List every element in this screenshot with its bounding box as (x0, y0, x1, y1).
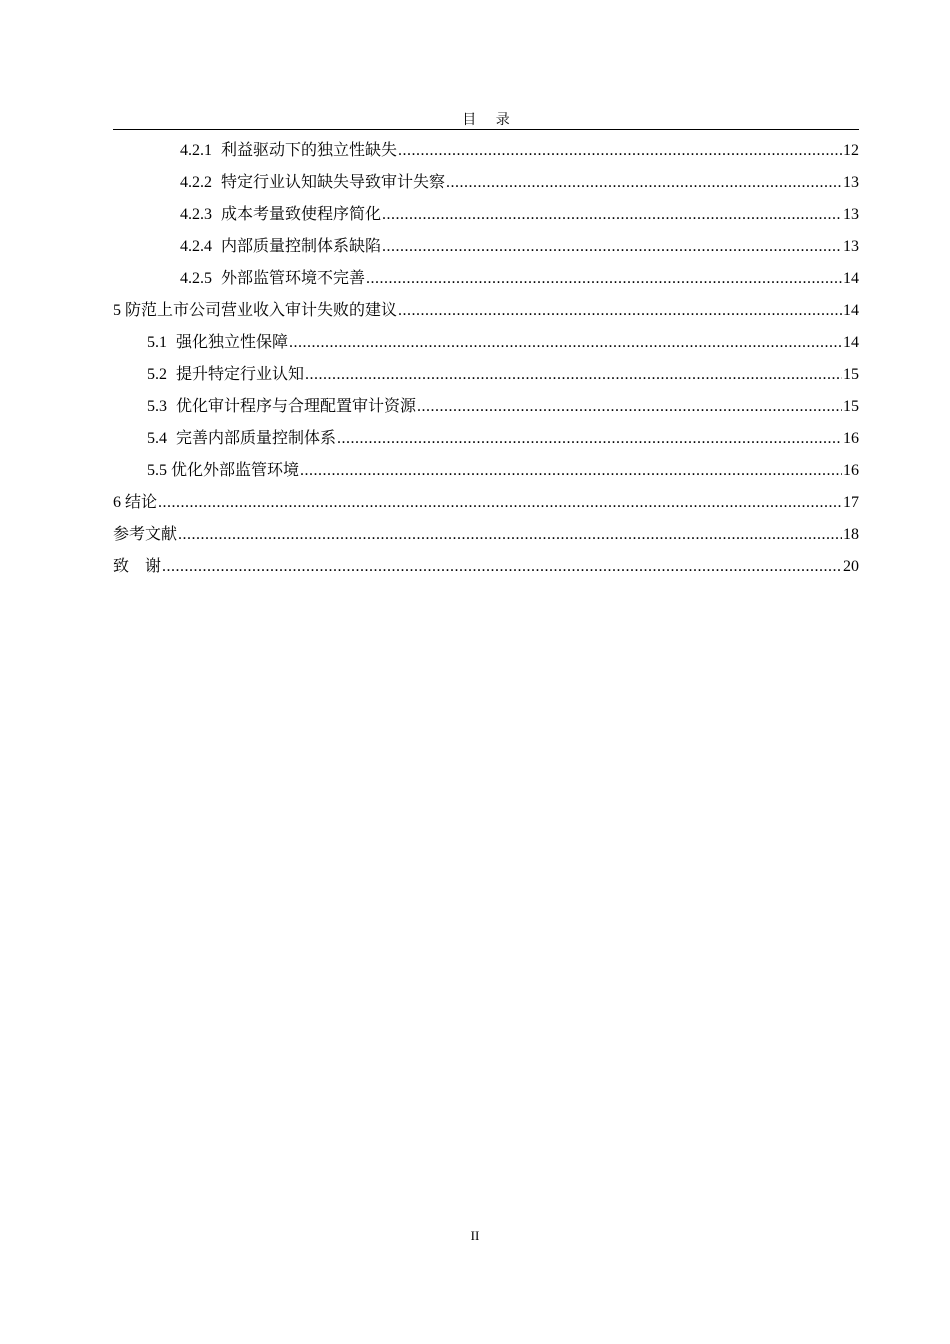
toc-entry-title: 参考文献 (113, 526, 178, 543)
toc-entry-title: 致 谢 (113, 558, 162, 575)
toc-entry-page: 13 (843, 238, 859, 255)
toc-entry-number: 5.3 (147, 398, 167, 415)
toc-dot-leader (178, 523, 842, 547)
toc-entry-number: 6 (113, 494, 121, 511)
toc-entry-title: 完善内部质量控制体系 (176, 430, 337, 447)
toc-entry[interactable] (0, 363, 859, 387)
toc-entry-title: 防范上市公司营业收入审计失败的建议 (125, 302, 398, 319)
toc-entry-number: 5.2 (147, 366, 167, 383)
toc-entry-page: 18 (843, 526, 859, 543)
toc-dot-leader (382, 203, 842, 227)
page-number: II (470, 1228, 480, 1243)
toc-entry-page: 14 (843, 270, 859, 287)
toc-entry-page: 16 (843, 430, 859, 447)
toc-entry-title: 提升特定行业认知 (176, 366, 305, 383)
toc-entry-page: 14 (843, 302, 859, 319)
toc-dot-leader (305, 363, 842, 387)
toc-entry-title: 内部质量控制体系缺陷 (221, 238, 382, 255)
toc-entry[interactable] (0, 267, 859, 291)
toc-dot-leader (366, 267, 842, 291)
toc-dot-leader (289, 331, 842, 355)
toc-dot-leader (382, 235, 842, 259)
toc-entry[interactable] (0, 555, 859, 579)
toc-entry[interactable] (0, 299, 859, 323)
toc-entry-page: 14 (843, 334, 859, 351)
toc-entry-page: 12 (843, 142, 859, 159)
toc-entry[interactable] (0, 235, 859, 259)
toc-entry-number: 4.2.3 (180, 206, 212, 223)
toc-dot-leader (158, 491, 842, 515)
toc-entry[interactable] (0, 331, 859, 355)
toc-dot-leader (162, 555, 842, 579)
toc-entry-page: 13 (843, 206, 859, 223)
toc-entry[interactable] (0, 203, 859, 227)
toc-entry-page: 15 (843, 366, 859, 383)
toc-entry-title: 利益驱动下的独立性缺失 (221, 142, 398, 159)
toc-entry-page: 16 (843, 462, 859, 479)
toc-entry-title: 强化独立性保障 (176, 334, 289, 351)
toc-entry-title: 优化审计程序与合理配置审计资源 (176, 398, 417, 415)
page-header (113, 107, 859, 130)
toc-entry-title: 特定行业认知缺失导致审计失察 (221, 174, 446, 191)
toc-entry[interactable] (0, 395, 859, 419)
toc-dot-leader (417, 395, 842, 419)
toc-entry-number: 4.2.4 (180, 238, 212, 255)
toc-entry[interactable] (0, 171, 859, 195)
toc-dot-leader (446, 171, 842, 195)
toc-dot-leader (398, 299, 842, 323)
toc-dot-leader (398, 139, 842, 163)
toc-entry-page: 17 (843, 494, 859, 511)
toc-entry-title: 成本考量致使程序简化 (221, 206, 382, 223)
toc-entry[interactable] (0, 523, 859, 547)
toc-entry-number: 5.1 (147, 334, 167, 351)
toc-entry-number: 4.2.1 (180, 142, 212, 159)
toc-entry[interactable] (0, 427, 859, 451)
toc-entry-number: 4.2.2 (180, 174, 212, 191)
toc-entry-title: 优化外部监管环境 (171, 462, 300, 479)
toc-entry[interactable] (0, 139, 859, 163)
toc-entry-title: 外部监管环境不完善 (221, 270, 366, 287)
toc-dot-leader (300, 459, 842, 483)
toc-entry-number: 4.2.5 (180, 270, 212, 287)
toc-entry-page: 13 (843, 174, 859, 191)
toc-entry[interactable] (0, 459, 859, 483)
toc-entry-number: 5 (113, 302, 121, 319)
toc-dot-leader (337, 427, 842, 451)
toc-entry[interactable] (0, 491, 859, 515)
toc-entry-page: 20 (843, 558, 859, 575)
toc-entry-page: 15 (843, 398, 859, 415)
toc-entry-title: 结论 (125, 494, 158, 511)
page-header-title: 目 录 (462, 113, 518, 128)
toc-entry-number: 5.5 (147, 462, 167, 479)
toc-entry-number: 5.4 (147, 430, 167, 447)
